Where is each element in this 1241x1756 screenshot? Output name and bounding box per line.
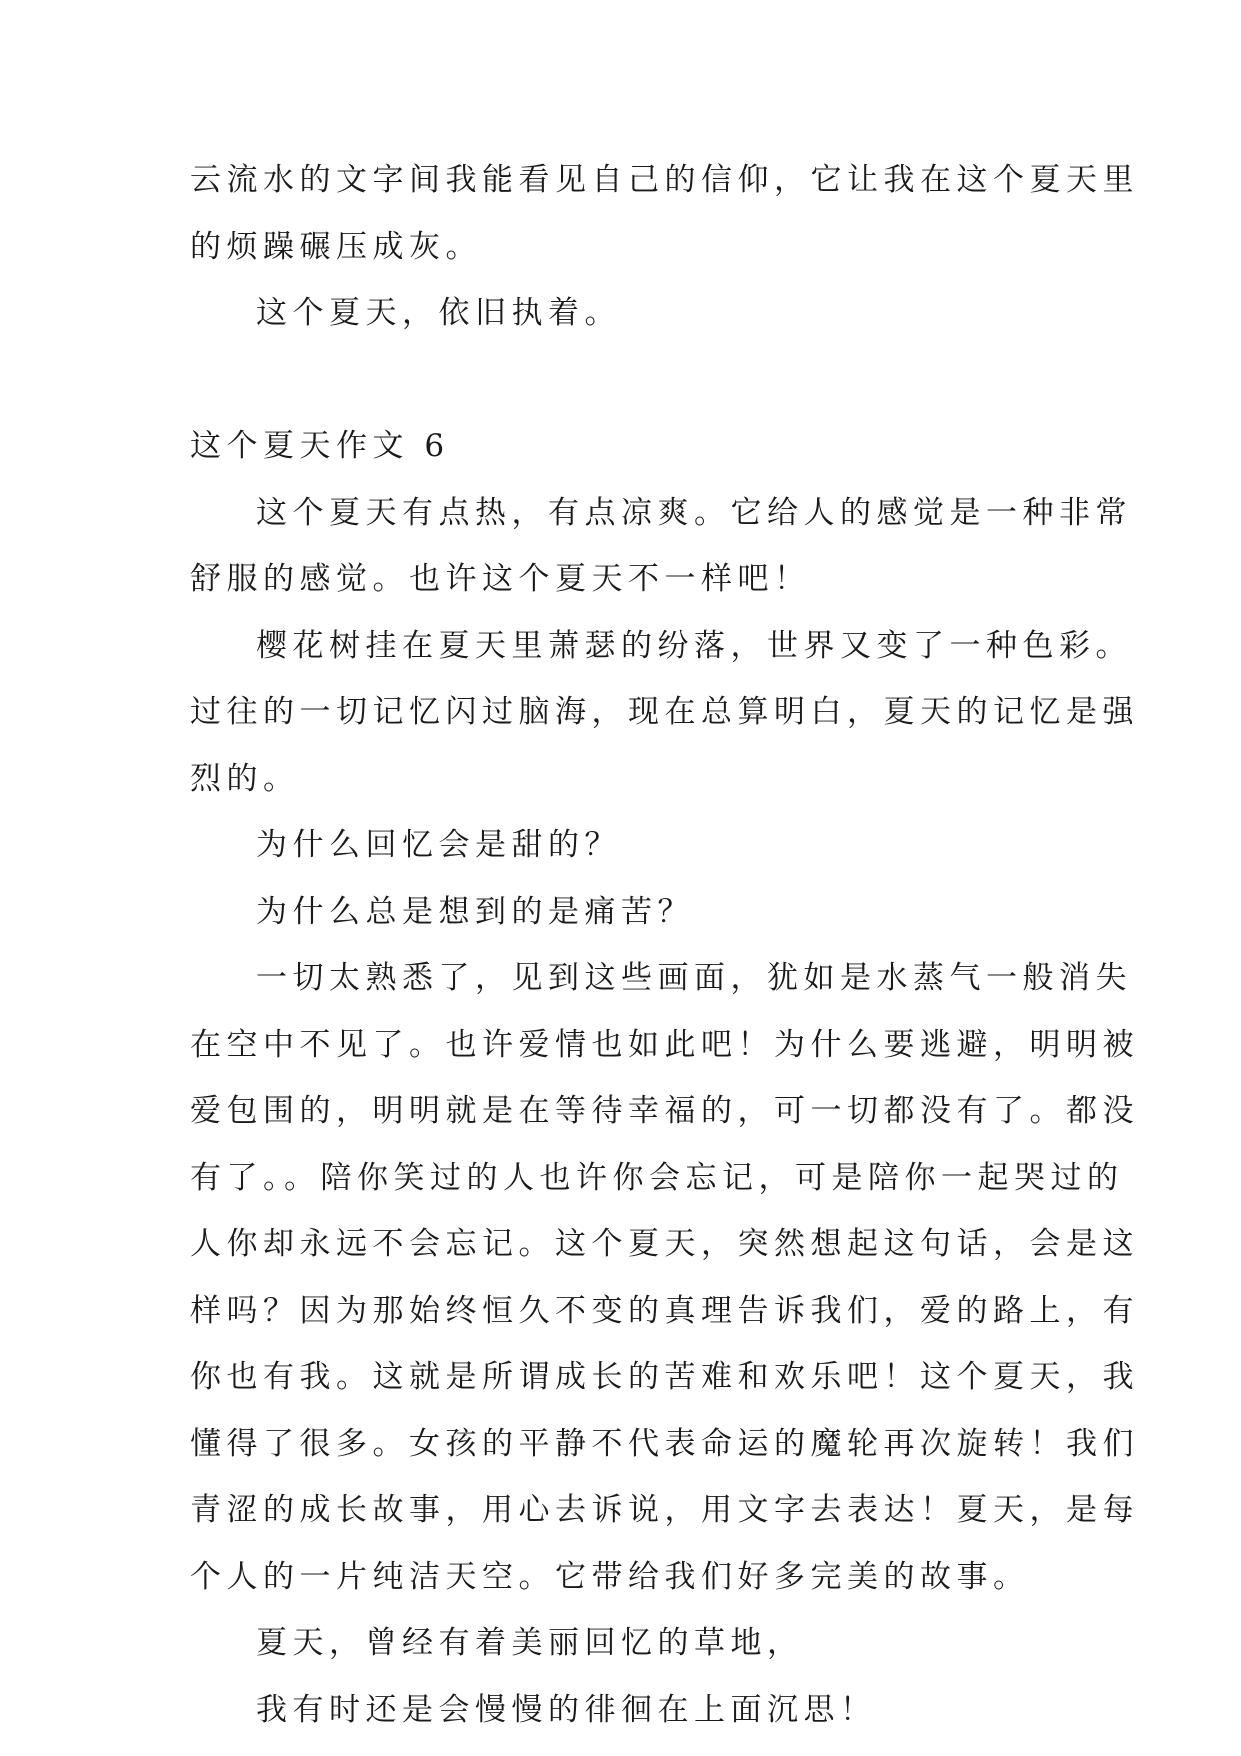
text-line: 青涩的成长故事，用心去诉说，用文字去表达！夏天，是每 bbox=[190, 1492, 1139, 1528]
text-line: 人你却永远不会忘记。这个夏天，突然想起这句话，会是这 bbox=[190, 1226, 1139, 1262]
text-line: 过往的一切记忆闪过脑海，现在总算明白，夏天的记忆是强 bbox=[190, 694, 1139, 730]
text-line: 我有时还是会慢慢的徘徊在上面沉思！ bbox=[256, 1691, 877, 1728]
text-line: 樱花树挂在夏天里萧瑟的纷落，世界又变了一种色彩。 bbox=[256, 627, 1132, 664]
text-line: 舒服的感觉。也许这个夏天不一样吧！ bbox=[190, 561, 811, 597]
text-line: 的烦躁碾压成灰。 bbox=[190, 228, 482, 265]
text-line: 懂得了很多。女孩的平静不代表命运的魔轮再次旋转！我们 bbox=[190, 1425, 1139, 1462]
text-line: 有了。。陪你笑过的人也许你会忘记，可是陪你一起哭过的 bbox=[190, 1159, 1124, 1196]
text-line: 个人的一片纯洁天空。它带给我们好多完美的故事。 bbox=[190, 1558, 1030, 1595]
document-body bbox=[190, 160, 1139, 1756]
text-line: 为什么回忆会是甜的？ bbox=[256, 827, 621, 863]
text-line: 在空中不见了。也许爱情也如此吧！为什么要逃避，明明被 bbox=[190, 1026, 1139, 1063]
text-line: 烈的。 bbox=[190, 760, 300, 797]
text-line: 这个夏天有点热，有点凉爽。它给人的感觉是一种非常 bbox=[256, 494, 1132, 531]
section-heading: 这个夏天作文 6 bbox=[190, 428, 450, 464]
text-line: 这个夏天，依旧执着。 bbox=[256, 295, 621, 331]
text-line: 爱包围的，明明就是在等待幸福的，可一切都没有了。都没 bbox=[190, 1093, 1139, 1129]
blank-line bbox=[190, 360, 1060, 400]
text-line: 样吗？因为那始终恒久不变的真理告诉我们，爱的路上，有 bbox=[190, 1292, 1139, 1329]
text-line: 夏天，曾经有着美丽回忆的草地， bbox=[256, 1625, 804, 1661]
text-line: 为什么总是想到的是痛苦？ bbox=[256, 893, 694, 930]
text-line: 你也有我。这就是所谓成长的苦难和欢乐吧！这个夏天，我 bbox=[190, 1359, 1139, 1395]
text-line: 云流水的文字间我能看见自己的信仰，它让我在这个夏天里 bbox=[190, 162, 1139, 198]
text-line: 一切太熟悉了，见到这些画面，犹如是水蒸气一般消失 bbox=[256, 960, 1132, 996]
